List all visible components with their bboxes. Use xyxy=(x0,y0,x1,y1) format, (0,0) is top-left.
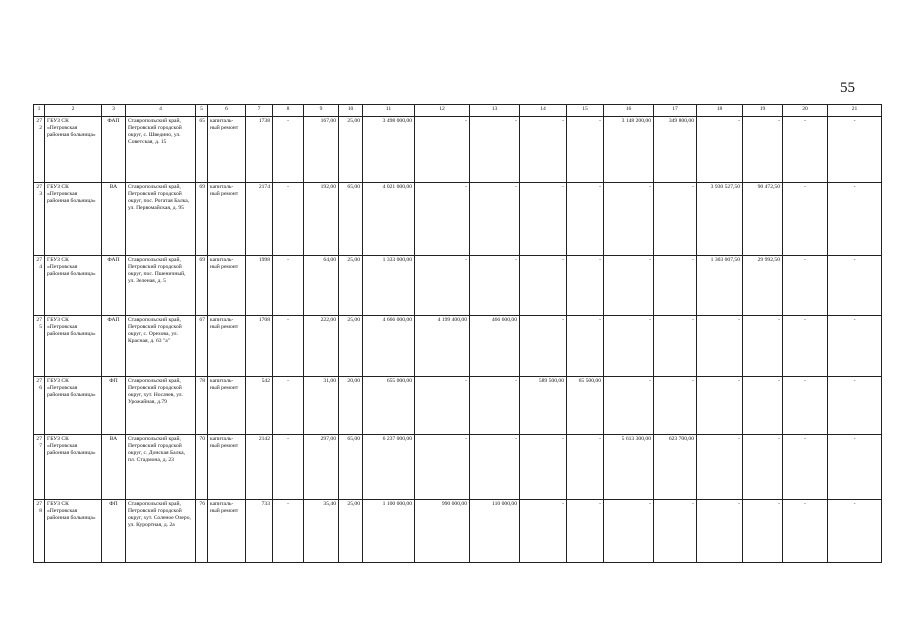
cell-col-18: - xyxy=(697,377,743,435)
cell-col-17: - xyxy=(654,500,697,563)
work-type-cell: капиталь-ный ремонт xyxy=(208,256,246,316)
facility-type-cell: ФАП xyxy=(102,117,126,183)
cell-col-11: 4 666 000,00 xyxy=(363,316,415,377)
cell-col-19: - xyxy=(743,435,783,500)
work-type-cell: капиталь-ный ремонт xyxy=(208,500,246,563)
cell-col-14: - xyxy=(520,500,567,563)
cell-col-13: - xyxy=(470,183,520,256)
cell-col-8: - xyxy=(273,435,304,500)
facility-type-cell: ФАП xyxy=(102,316,126,377)
cell-col-21: - xyxy=(828,377,882,435)
cell-col-9: 192,00 xyxy=(304,183,339,256)
column-header-17: 17 xyxy=(654,105,697,117)
institution-cell: ГБУЗ СК «Петровская районная больница» xyxy=(45,500,102,563)
cell-col-8: - xyxy=(273,256,304,316)
cell-col-14: - xyxy=(520,256,567,316)
cell-col-9: 35,40 xyxy=(304,500,339,563)
cell-col-8: - xyxy=(273,500,304,563)
cell-col-20: - xyxy=(783,117,828,183)
institution-cell: ГБУЗ СК «Петровская районная больница» xyxy=(45,377,102,435)
cell-col-16: - xyxy=(604,500,654,563)
row-number: 275 xyxy=(34,316,45,377)
column-header-15: 15 xyxy=(567,105,604,117)
address-cell: Ставропольский край, Петровский городской округ, хут. Носачев, ул. Урожайная, д.79 xyxy=(126,377,196,435)
cell-col-20: - xyxy=(783,256,828,316)
row-number: 274 xyxy=(34,256,45,316)
address-cell: Ставропольский край, Петровский городской округ, с. Шведино, ул. Советская, д. 15 xyxy=(126,117,196,183)
cell-col-18: - xyxy=(697,500,743,563)
cell-col-16: - xyxy=(604,183,654,256)
cell-col-10: 25,00 xyxy=(339,256,363,316)
cell-col-11: 6 237 000,00 xyxy=(363,435,415,500)
cell-col-21: - xyxy=(828,316,882,377)
population-cell: 2142 xyxy=(246,435,273,500)
table-row xyxy=(34,500,882,563)
address-cell: Ставропольский край, Петровский городской округ, с. Донская Балка, пл. Стадмона, д. 23 xyxy=(126,435,196,500)
cell-col-11: 655 000,00 xyxy=(363,377,415,435)
cell-col-12: - xyxy=(415,377,470,435)
column-header-19: 19 xyxy=(743,105,783,117)
cell-col-18: - xyxy=(697,117,743,183)
column-header-13: 13 xyxy=(470,105,520,117)
year-cell: 70 xyxy=(196,435,208,500)
address-cell: Ставропольский край, Петровский городской округ, хут. Соленое Озеро, ул. Курортная, д. 2а xyxy=(126,500,196,563)
cell-col-19: - xyxy=(743,117,783,183)
column-header-4: 4 xyxy=(126,105,196,117)
cell-col-20: - xyxy=(783,500,828,563)
cell-col-12: 4 199 400,00 xyxy=(415,316,470,377)
year-cell: 69 xyxy=(196,256,208,316)
cell-col-15: - xyxy=(567,256,604,316)
cell-col-8: - xyxy=(273,316,304,377)
cell-col-17: 349 800,00 xyxy=(654,117,697,183)
header-row xyxy=(34,105,882,117)
column-header-2: 2 xyxy=(45,105,102,117)
year-cell: 67 xyxy=(196,316,208,377)
cell-col-13: - xyxy=(470,117,520,183)
cell-col-8: - xyxy=(273,377,304,435)
cell-col-20: - xyxy=(783,435,828,500)
cell-col-10: 20,00 xyxy=(339,377,363,435)
institution-cell: ГБУЗ СК «Петровская районная больница» xyxy=(45,256,102,316)
population-cell: 2174 xyxy=(246,183,273,256)
cell-col-9: 297,00 xyxy=(304,435,339,500)
cell-col-15: - xyxy=(567,183,604,256)
cell-col-15: - xyxy=(567,500,604,563)
population-cell: 733 xyxy=(246,500,273,563)
work-type-cell: капиталь-ный ремонт xyxy=(208,435,246,500)
year-cell: 69 xyxy=(196,183,208,256)
row-number: 273 xyxy=(34,183,45,256)
institution-cell: ГБУЗ СК «Петровская районная больница» xyxy=(45,183,102,256)
cell-col-18: - xyxy=(697,316,743,377)
cell-col-14: - xyxy=(520,117,567,183)
cell-col-17: 623 700,00 xyxy=(654,435,697,500)
column-header-14: 14 xyxy=(520,105,567,117)
facility-type-cell: ФП xyxy=(102,377,126,435)
cell-col-8: - xyxy=(273,117,304,183)
cell-col-15: - xyxy=(567,117,604,183)
cell-col-14: - xyxy=(520,435,567,500)
cell-col-11: 1 100 000,00 xyxy=(363,500,415,563)
column-header-7: 7 xyxy=(246,105,273,117)
row-number: 272 xyxy=(34,117,45,183)
cell-col-19: 29 992,50 xyxy=(743,256,783,316)
institution-cell: ГБУЗ СК «Петровская районная больница» xyxy=(45,435,102,500)
year-cell: 76 xyxy=(196,500,208,563)
work-type-cell: капиталь-ный ремонт xyxy=(208,316,246,377)
column-header-16: 16 xyxy=(604,105,654,117)
cell-col-21: - xyxy=(828,500,882,563)
facility-type-cell: ФП xyxy=(102,500,126,563)
cell-col-8: - xyxy=(273,183,304,256)
column-header-3: 3 xyxy=(102,105,126,117)
cell-col-12: - xyxy=(415,183,470,256)
cell-col-21: - xyxy=(828,256,882,316)
row-number: 277 xyxy=(34,435,45,500)
work-type-cell: капиталь-ный ремонт xyxy=(208,183,246,256)
cell-col-9: 64,00 xyxy=(304,256,339,316)
cell-col-19: - xyxy=(743,500,783,563)
cell-col-10: 25,00 xyxy=(339,500,363,563)
cell-col-10: 25,00 xyxy=(339,316,363,377)
table-row xyxy=(34,183,882,256)
cell-col-15: - xyxy=(567,435,604,500)
cell-col-15: 65 500,00 xyxy=(567,377,604,435)
cell-col-14: 589 500,00 xyxy=(520,377,567,435)
institution-cell: ГБУЗ СК «Петровская районная больница» xyxy=(45,316,102,377)
page-number: 55 xyxy=(840,80,855,96)
data-table xyxy=(33,104,882,563)
year-cell: 65 xyxy=(196,117,208,183)
row-number: 276 xyxy=(34,377,45,435)
cell-col-13: 466 600,00 xyxy=(470,316,520,377)
population-cell: 542 xyxy=(246,377,273,435)
cell-col-16: 5 613 300,00 xyxy=(604,435,654,500)
cell-col-10: 25,00 xyxy=(339,117,363,183)
population-cell: 1738 xyxy=(246,117,273,183)
cell-col-16: - xyxy=(604,316,654,377)
cell-col-12: - xyxy=(415,435,470,500)
year-cell: 78 xyxy=(196,377,208,435)
address-cell: Ставропольский край, Петровский городской округ, пос. Пшеничный, ул. Зеленая, д. 5 xyxy=(126,256,196,316)
population-cell: 1708 xyxy=(246,316,273,377)
cell-col-13: - xyxy=(470,256,520,316)
cell-col-12: 990 000,00 xyxy=(415,500,470,563)
cell-col-18: 1 303 007,50 xyxy=(697,256,743,316)
cell-col-12: - xyxy=(415,117,470,183)
cell-col-16: - xyxy=(604,256,654,316)
institution-cell: ГБУЗ СК «Петровская районная больница» xyxy=(45,117,102,183)
column-header-1: 1 xyxy=(34,105,45,117)
cell-col-17: - xyxy=(654,183,697,256)
cell-col-12: - xyxy=(415,256,470,316)
table-row xyxy=(34,435,882,500)
column-header-20: 20 xyxy=(783,105,828,117)
work-type-cell: капиталь-ный ремонт xyxy=(208,117,246,183)
cell-col-18: - xyxy=(697,435,743,500)
cell-col-16: 3 148 200,00 xyxy=(604,117,654,183)
cell-col-9: 31,00 xyxy=(304,377,339,435)
column-header-8: 8 xyxy=(273,105,304,117)
cell-col-17: - xyxy=(654,256,697,316)
cell-col-19: 90 472,50 xyxy=(743,183,783,256)
column-header-9: 9 xyxy=(304,105,339,117)
cell-col-19: - xyxy=(743,316,783,377)
cell-col-13: - xyxy=(470,435,520,500)
column-header-11: 11 xyxy=(363,105,415,117)
cell-col-21: - xyxy=(828,117,882,183)
table-row xyxy=(34,256,882,316)
column-header-6: 6 xyxy=(208,105,246,117)
cell-col-21: - xyxy=(828,435,882,500)
cell-col-14: - xyxy=(520,316,567,377)
cell-col-10: 65,00 xyxy=(339,183,363,256)
cell-col-16: - xyxy=(604,377,654,435)
table-row xyxy=(34,316,882,377)
cell-col-11: 1 333 000,00 xyxy=(363,256,415,316)
cell-col-13: 110 000,00 xyxy=(470,500,520,563)
column-header-5: 5 xyxy=(196,105,208,117)
table-row xyxy=(34,117,882,183)
cell-col-15: - xyxy=(567,316,604,377)
population-cell: 1998 xyxy=(246,256,273,316)
column-header-21: 21 xyxy=(828,105,882,117)
column-header-12: 12 xyxy=(415,105,470,117)
cell-col-11: 4 021 000,00 xyxy=(363,183,415,256)
cell-col-20: - xyxy=(783,183,828,256)
address-cell: Ставропольский край, Петровский городской округ, пос. Рогатая Балка, ул. Первомайская, д. 95 xyxy=(126,183,196,256)
cell-col-10: 65,00 xyxy=(339,435,363,500)
column-header-18: 18 xyxy=(697,105,743,117)
cell-col-18: 3 930 527,50 xyxy=(697,183,743,256)
facility-type-cell: ФАП xyxy=(102,256,126,316)
cell-col-19: - xyxy=(743,377,783,435)
row-number: 278 xyxy=(34,500,45,563)
cell-col-20: - xyxy=(783,316,828,377)
cell-col-13: - xyxy=(470,377,520,435)
cell-col-17: - xyxy=(654,316,697,377)
table-row xyxy=(34,377,882,435)
cell-col-17: - xyxy=(654,377,697,435)
address-cell: Ставропольский край, Петровский городской округ, с. Орехова, ул. Красная, д. 63 "а" xyxy=(126,316,196,377)
cell-col-21: - xyxy=(828,183,882,256)
cell-col-11: 3 498 000,00 xyxy=(363,117,415,183)
cell-col-9: 222,00 xyxy=(304,316,339,377)
cell-col-9: 167,00 xyxy=(304,117,339,183)
facility-type-cell: ВА xyxy=(102,435,126,500)
column-header-10: 10 xyxy=(339,105,363,117)
cell-col-20: - xyxy=(783,377,828,435)
cell-col-14: - xyxy=(520,183,567,256)
work-type-cell: капиталь-ный ремонт xyxy=(208,377,246,435)
facility-type-cell: ВА xyxy=(102,183,126,256)
